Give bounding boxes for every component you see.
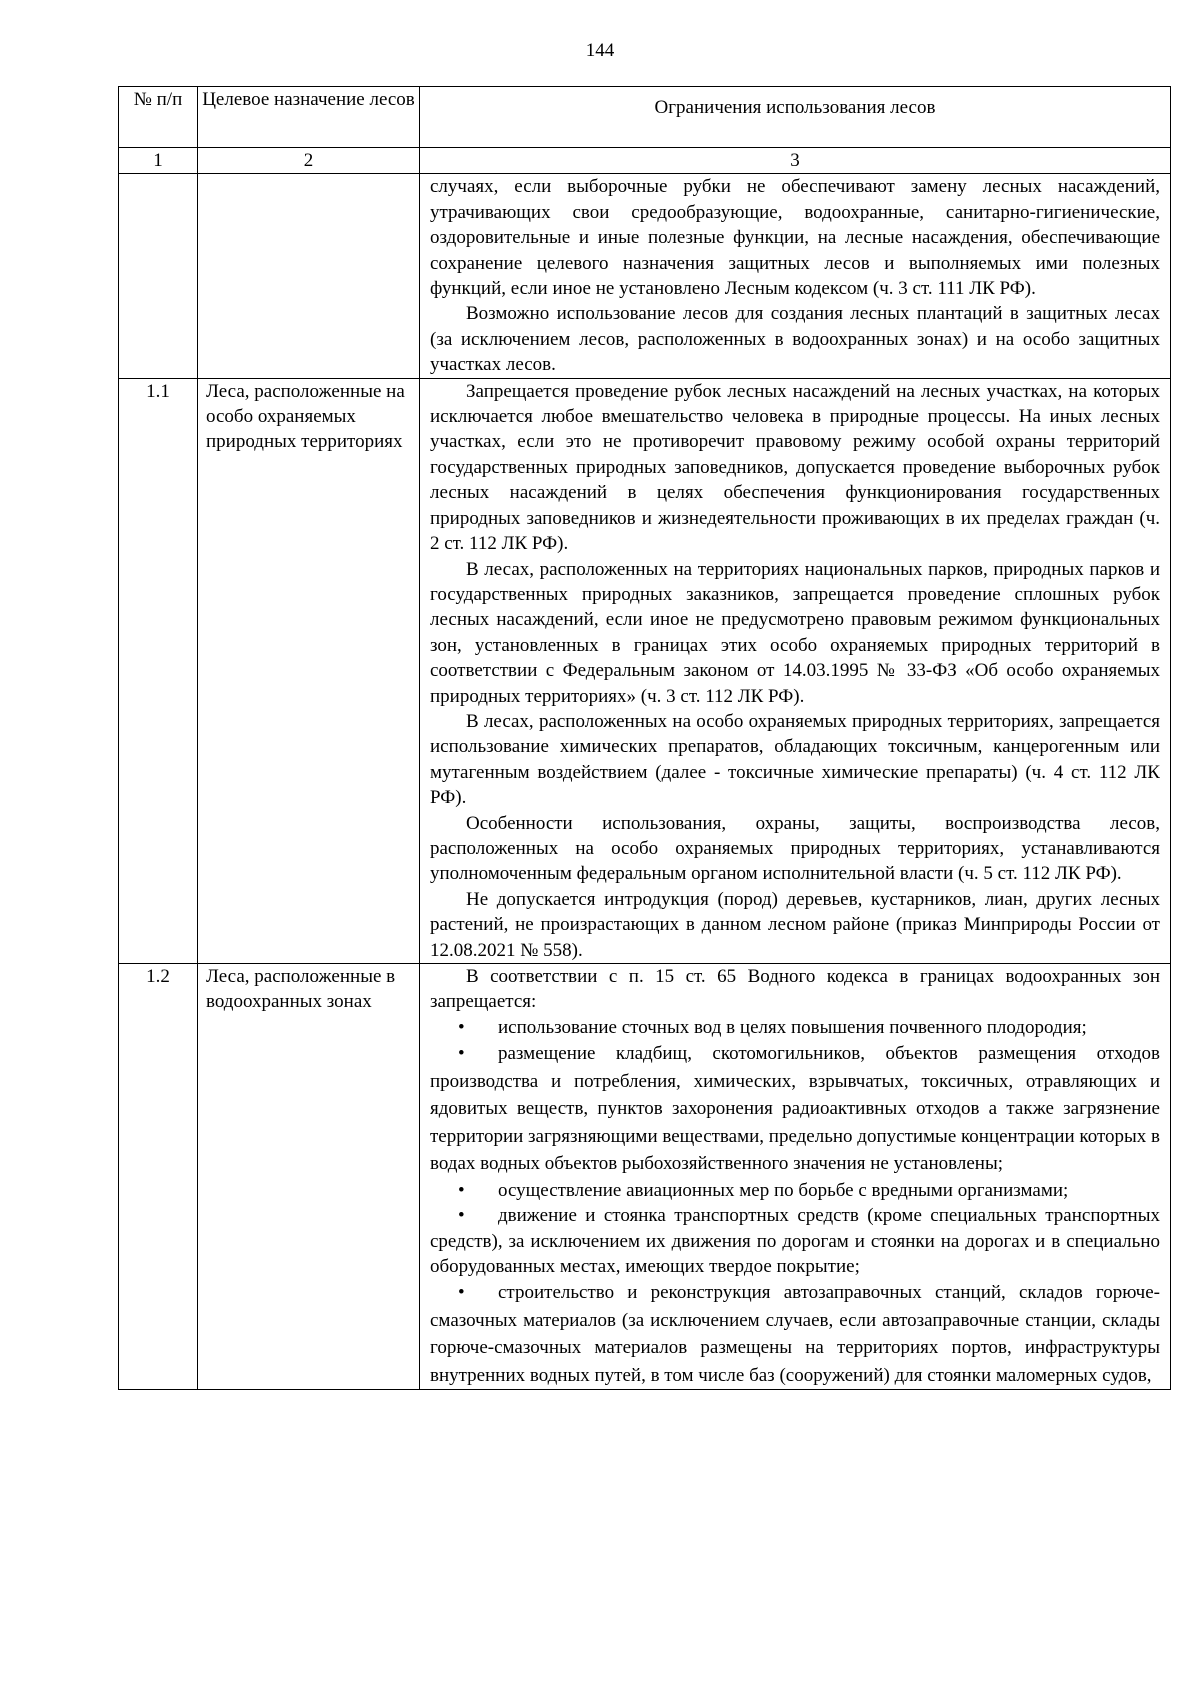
- row-restrictions: [420, 174, 1171, 378]
- table-row: [119, 378, 1171, 963]
- restrictions-table: [118, 86, 1171, 1390]
- paragraph: случаях, если выборочные рубки не обеспечивают замену лесных насаждений, утрачивающих свои средообразующие, водоохранные, санитарно-гигиенические, оздоровительные и иные полезные функции, на лесные насаждения, обеспечивающие сохранение целевого назначения защитных лесов и выполняемых ими полезных функций, если иное не установлено Лесным кодексом (ч. 3 ст. 111 ЛК РФ).: [430, 176, 1160, 300]
- bullet-item: [430, 1015, 1160, 1040]
- bullet-item: [430, 1178, 1160, 1203]
- bullet-text: использование сточных вод в целях повышения почвенного плодородия;: [498, 1016, 1087, 1038]
- bullet-item: [430, 1203, 1160, 1279]
- bullet-text: размещение кладбищ, скотомогильников, объектов размещения отходов производства и потребления, химических, взрывчатых, токсичных, отравляющих и ядовитых веществ, пунктов захоронения радиоактивных отходов а также загрязнение территории загрязняющими веществами, предельно допустимые концентрации которых в водах водных объектов рыбохозяйственного значения не установлены;: [430, 1043, 1160, 1175]
- bullet-icon: •: [458, 1016, 465, 1038]
- table-row: [119, 964, 1171, 1390]
- row-restrictions: [420, 378, 1171, 963]
- paragraph: Возможно использование лесов для создания лесных плантаций в защитных лесах (за исключением лесов, расположенных в водоохранных зонах) и на особо защитных участках лесов.: [430, 303, 1160, 376]
- header-purpose: Целевое назначение лесов: [198, 87, 420, 148]
- bullet-icon: •: [458, 1043, 465, 1065]
- bullet-icon: •: [458, 1282, 465, 1304]
- paragraph: Запрещается проведение рубок лесных насаждений на лесных участках, на которых исключается любое вмешательство человека в природные процессы. На иных лесных участках, если это не противоречит правовому режиму особой охраны территорий государственных природных заповедников, допускается проведение выборочных рубок лесных насаждений в целях обеспечения функционирования государственных природных заповедников и жизнедеятельности проживающих в их пределах граждан (ч. 2 ст. 112 ЛК РФ).: [430, 380, 1160, 555]
- bullet-icon: •: [458, 1179, 465, 1201]
- bullet-item: [430, 1040, 1160, 1178]
- bullet-icon: •: [458, 1205, 465, 1227]
- paragraph: Не допускается интродукция (пород) деревьев, кустарников, лиан, других лесных растений, не произрастающих в данном лесном районе (приказ Минприроды России от 12.08.2021 № 558).: [430, 888, 1160, 961]
- row-purpose: Леса, расположенные в водоохранных зонах: [198, 964, 420, 1390]
- row-number: [119, 174, 198, 378]
- column-number: 1: [119, 148, 198, 174]
- row-number: 1.1: [119, 378, 198, 963]
- page-number: 144: [585, 40, 615, 61]
- table-header-row: [119, 87, 1171, 148]
- table-row: [119, 174, 1171, 378]
- paragraph: В лесах, расположенных на особо охраняемых природных территориях, запрещается использование химических препаратов, обладающих токсичным, канцерогенным или мутагенным воздействием (далее - токсичные химические препараты) (ч. 4 ст. 112 ЛК РФ).: [430, 710, 1160, 809]
- row-restrictions: [420, 964, 1171, 1390]
- column-numbers-row: [119, 148, 1171, 174]
- bullet-text: осуществление авиационных мер по борьбе с вредными организмами;: [498, 1179, 1069, 1201]
- bullet-text: строительство и реконструкция автозаправочных станций, складов горюче-смазочных материалов (за исключением случаев, если автозаправочные станции, склады горюче-смазочных материалов размещены на территориях портов, инфраструктуры внутренних водных путей, в том числе баз (сооружений) для стоянки маломерных судов,: [430, 1282, 1160, 1386]
- bullet-text: движение и стоянка транспортных средств (кроме специальных транспортных средств), за исключением их движения по дорогам и стоянки на дорогах и в специально оборудованных местах, имеющих твердое покрытие;: [430, 1205, 1160, 1277]
- header-restrictions: Ограничения использования лесов: [420, 87, 1171, 148]
- bullet-item: [430, 1279, 1160, 1389]
- column-number: 2: [198, 148, 420, 174]
- header-number: № п/п: [119, 87, 198, 148]
- row-purpose: [198, 174, 420, 378]
- paragraph: В соответствии с п. 15 ст. 65 Водного кодекса в границах водоохранных зон запрещается:: [430, 966, 1160, 1013]
- paragraph: Особенности использования, охраны, защиты, воспроизводства лесов, расположенных на особо охраняемых природных территориях, устанавливаются уполномоченным федеральным органом исполнительной власти (ч. 5 ст. 112 ЛК РФ).: [430, 812, 1160, 885]
- row-number: 1.2: [119, 964, 198, 1390]
- row-purpose: Леса, расположенные на особо охраняемых природных территориях: [198, 378, 420, 963]
- column-number: 3: [420, 148, 1171, 174]
- paragraph: В лесах, расположенных на территориях национальных парков, природных парков и государственных природных заказников, запрещается проведение сплошных рубок лесных насаждений, если иное не предусмотрено правовым режимом функциональных зон, установленных в границах этих особо охраняемых природных территорий в соответствии с Федеральным законом от 14.03.1995 № 33-ФЗ «Об особо охраняемых природных территориях» (ч. 3 ст. 112 ЛК РФ).: [430, 558, 1160, 707]
